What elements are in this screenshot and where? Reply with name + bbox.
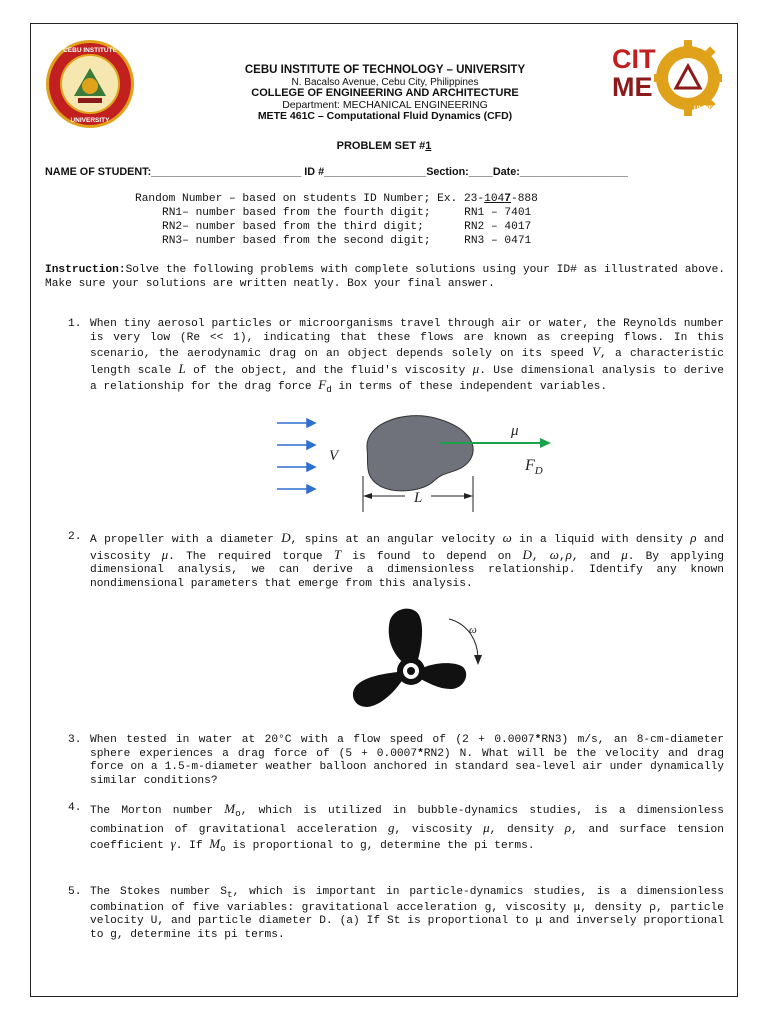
section-field[interactable]: Section:____ — [426, 166, 493, 178]
institution-address: N. Bacalso Avenue, Cebu City, Philippines — [291, 77, 479, 88]
cit-university-seal-logo — [44, 38, 136, 130]
rn1-line: RN1– number based from the fourth digit; RN1 – 7401 — [162, 207, 532, 219]
creeping-flow-drag-figure — [275, 408, 565, 518]
random-number-intro: Random Number – based on students ID Number; Ex. 23-1047-888 — [135, 193, 538, 205]
question-2-text: A propeller with a diameter D, spins at an angular velocity ω in a liquid with density ρ and viscosity μ. The required torque T is found to depend on D, ω,ρ, and μ. By applying dimensional analysis, we can derive a dimensionless relationship. Identify any known nondimensional parameters that emerge from this analysis. — [90, 530, 725, 590]
svg-text:ME: ME — [612, 72, 653, 102]
velocity-label: V — [329, 448, 339, 464]
student-name-field[interactable]: NAME OF STUDENT:_________________________ — [45, 166, 302, 178]
question-1-text: When tiny aerosol particles or microorganisms travel through air or water, the Reynolds number is very low (Re << 1), indicating that these flows are known as creeping flows. In this scenario, the aerodynamic drag on an object depends solely on its speed V, a characteristic length scale L of the object, and the fluid's viscosity μ. Use dimensional analysis to derive a relationship for the drag force $F_d$ in terms of these independent variables. — [90, 318, 724, 396]
viscosity-label: μ — [511, 423, 519, 439]
department-name: Department: MECHANICAL ENGINEERING — [282, 99, 488, 111]
instruction-text: Solve the following problems with complete solutions using your ID# as illustrated above. Make sure your solutions are written neatly. Box your final answer. — [45, 264, 725, 290]
instruction-label: Instruction: — [45, 264, 126, 276]
rn2-line: RN2– number based from the third digit; RN2 – 4017 — [162, 221, 532, 233]
question-1-number: 1. — [68, 318, 82, 330]
svg-text:UNIVERSITY: UNIVERSITY — [694, 106, 731, 112]
question-5-number: 5. — [68, 886, 82, 898]
instruction-paragraph — [45, 264, 725, 291]
propeller-figure — [345, 605, 490, 715]
student-id-field[interactable]: ID #_________________ — [304, 166, 427, 178]
date-field[interactable]: Date:__________________ — [492, 166, 628, 178]
problem-set-title: PROBLEM SET #1 — [336, 140, 432, 152]
rn3-line: RN3– number based from the second digit; RN3 – 0471 — [162, 235, 532, 247]
question-4-text: The Morton number $M_o$, which is utilized in bubble-dynamics studies, is a dimensionless combination of gravitational acceleration g, viscosity μ, density ρ, and surface tension coefficient γ. If $M_o$ is proportional to g, determine the pi terms. — [90, 801, 724, 855]
svg-text:CIT: CIT — [612, 44, 656, 74]
drag-force-label: $F_D$ — [525, 457, 543, 477]
question-3-number: 3. — [68, 734, 82, 746]
institution-name: CEBU INSTITUTE OF TECHNOLOGY – UNIVERSITY — [244, 64, 526, 76]
college-name: COLLEGE OF ENGINEERING AND ARCHITECTURE — [251, 87, 519, 99]
student-info-row — [45, 166, 628, 178]
svg-text:CEBU INSTITUTE: CEBU INSTITUTE — [63, 47, 117, 54]
question-2-number: 2. — [68, 531, 82, 543]
question-5-text: The Stokes number $S_t$, which is important in particle-dynamics studies, is a dimensionless combination of five variables: gravitational acceleration g, viscosity μ, density ρ, particle velocity U, and particle diameter D. (a) If St is proportional to μ and inversely proportional to g, determine its pi terms. — [90, 886, 724, 941]
omega-label: ω — [469, 624, 477, 636]
course-title: METE 461C – Computational Fluid Dynamics (CFD) — [257, 110, 513, 122]
question-4-number: 4. — [68, 802, 82, 814]
blob-object — [367, 416, 473, 491]
length-label: L — [414, 490, 423, 506]
question-3-text: When tested in water at 20°C with a flow speed of (2 + 0.0007*RN3) m/s, an 8-cm-diameter sphere experiences a drag force of (5 + 0.0007*RN2) N. What will be the velocity and drag force on a 1.5-m-diameter weather balloon anchored in standard sea-level air under dynamically similar conditions? — [90, 734, 724, 787]
svg-text:UNIVERSITY: UNIVERSITY — [70, 117, 110, 124]
